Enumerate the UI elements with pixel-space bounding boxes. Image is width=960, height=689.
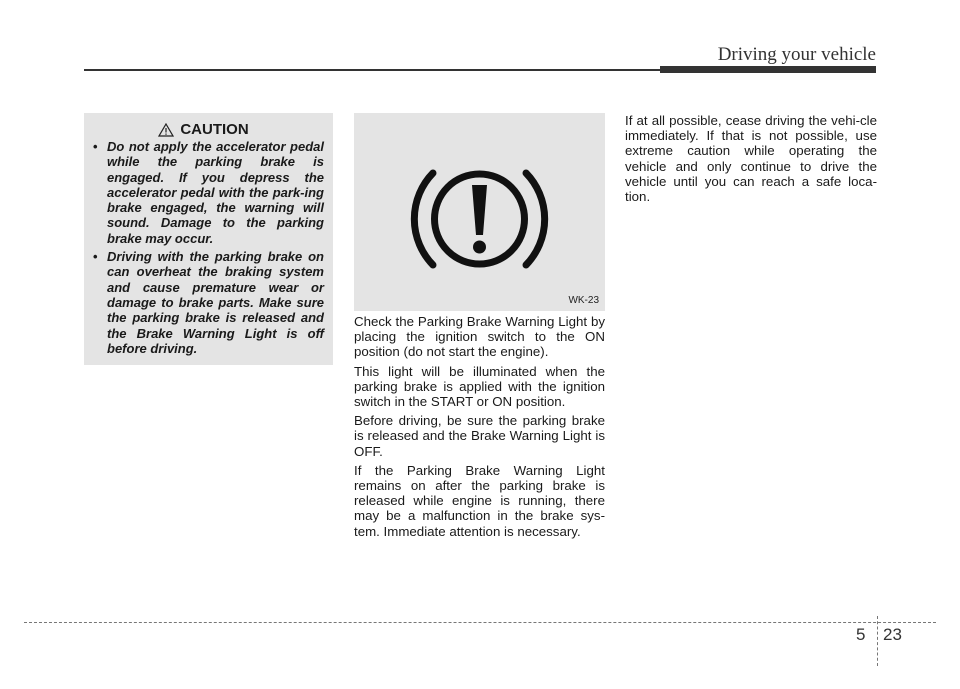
warning-light-figure (354, 113, 605, 311)
caution-heading (83, 121, 324, 138)
bullet: • (93, 249, 98, 265)
chapter-number: 5 (856, 625, 866, 644)
paragraph: This light will be illuminated when the parking brake is applied with the ignition switch in the START or ON position. (354, 363, 605, 410)
bullet: • (93, 139, 98, 154)
column-2-text (354, 314, 605, 543)
figure-label: WK-23 (568, 295, 599, 306)
header-bar (660, 66, 876, 73)
page-number: 23 (883, 625, 902, 644)
caution-item-text: Do not apply the accelerator pedal while the parking brake is engaged. If you depress the accelerator pedal with the park-ing brake engaged, the warning will sound. Damage to the parking brake may occur. (107, 139, 324, 246)
caution-label: CAUTION (180, 121, 249, 138)
caution-box (84, 113, 333, 365)
paragraph: If at all possible, cease driving the vehi-cle immediately. If that is not possible, use extreme caution while operating the vehicle and only continue to drive the vehicle until you can reach a safe loca-tion. (625, 113, 877, 205)
parking-brake-warning-icon (354, 113, 605, 311)
column-3-text (625, 113, 877, 208)
paragraph: Check the Parking Brake Warning Light by placing the ignition switch to the ON position (do not start the engine). (354, 314, 605, 360)
footer-rule (24, 622, 936, 623)
caution-list (93, 139, 324, 356)
footer-divider (877, 616, 878, 666)
paragraph: If the Parking Brake Warning Light remains on after the parking brake is released while engine is running, there may be a malfunction in the brake sys-tem. Immediate attention is necessary. (354, 462, 605, 539)
caution-item (93, 139, 324, 246)
caution-item-text: Driving with the parking brake on can overheat the braking system and cause premature wear or damage to brake parts. Make sure the parking brake is released and the Brake Warning Light is off before driving. (107, 249, 324, 356)
warning-triangle-icon (158, 123, 174, 137)
paragraph: Before driving, be sure the parking brake is released and the Brake Warning Light is OFF. (354, 413, 605, 459)
caution-item (93, 249, 324, 356)
header-rule (84, 69, 660, 71)
header-title: Driving your vehicle (717, 44, 876, 65)
